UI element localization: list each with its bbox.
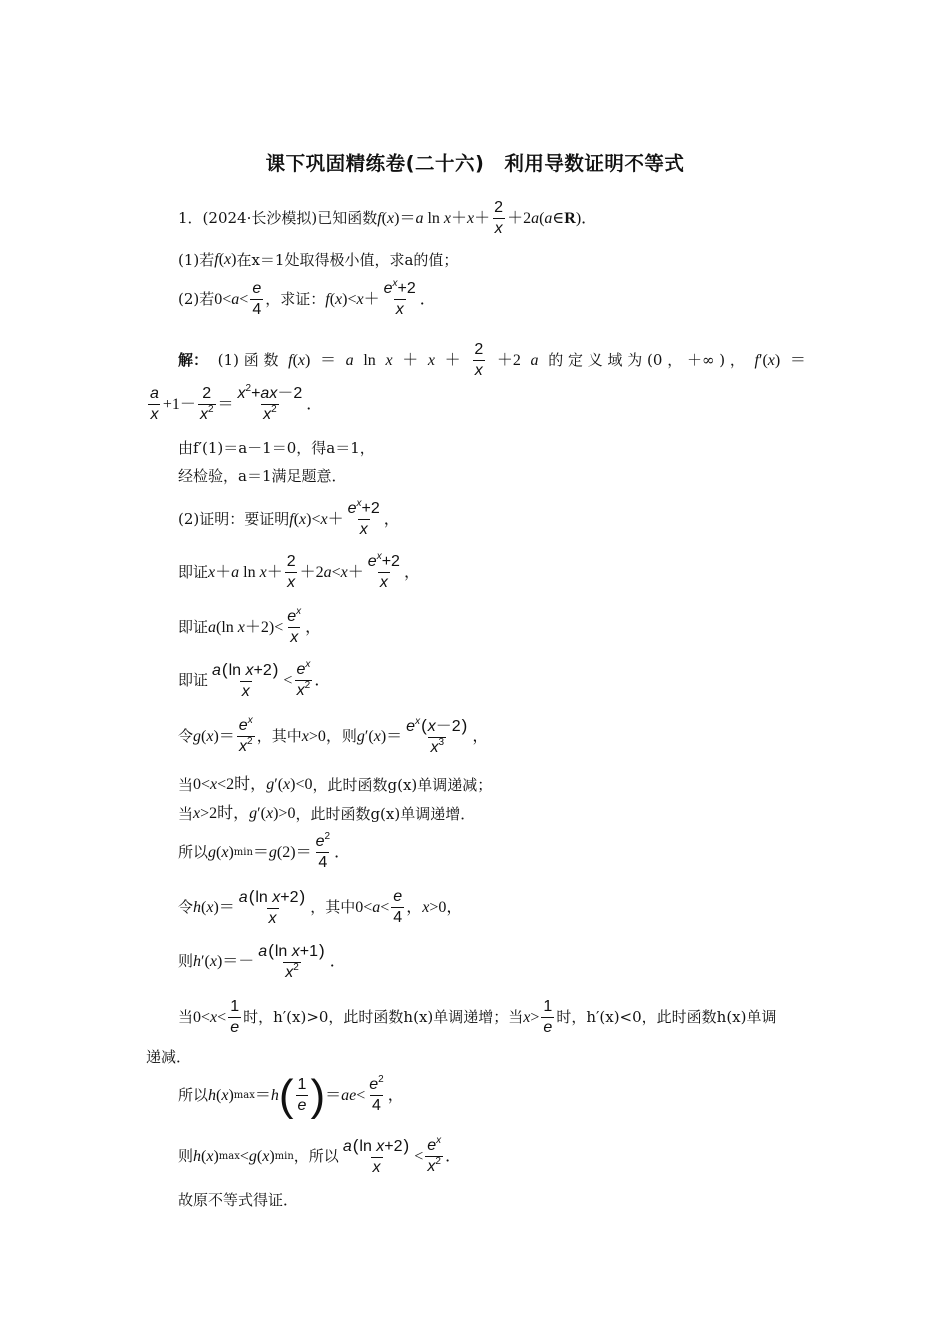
derivative-expression: $\frac{a}{x}$ +1－ $\frac{2}{x^2}$ ＝ $\frac{x^2+ax-2}{x^2}$ ． [150,383,323,424]
page-title: 课下巩固精练卷(二十六) 利用导数证明不等式 [265,152,685,175]
solution-step-2: 经检验，a＝1满足题意． [178,467,347,485]
problem-line-1: 1． (2024·长沙模拟) 已知函数 f ( x )＝ a ln x ＋ x ＋ $\frac{2}{x}$ ＋2 a ( a ∈ R )． [178,199,598,238]
h-monotonic: 当 0< x < $\frac{1}{e}$ 时，h′(x)>0，此时函数h(x)单调递增；当 x > $\frac{1}{e}$ 时，h′(x)<0，此时函数h(x)单调 [178,998,777,1037]
problem-part-1: (1)若 f ( x ) 在x＝1处取得极小值，求a的值； [178,250,459,269]
h-monotonic-cont: 递减． [146,1048,192,1066]
solution-step-1: 由 f′(1)＝a－1＝0，得a＝1， [178,439,375,457]
g-decreasing: 当 0< x <2时， g ′( x )<0 ，此时函数g(x)单调递减； [178,775,493,794]
define-g: 令 g ( x )＝ $\frac{e^x}{x^2}$ ，其中 x >0， 则 g ′( x )＝ $\frac{e^x(x-2)}{x^3}$ ， [178,715,489,757]
solution-line-1: 解： (1) 函 数 f(x) ＝ a ln x ＋ x ＋ $\frac{2}{x}$ ＋2 a 的 定 义 域 为 (0 ， ＋∞ ) ， f′(x) ＝ [178,341,806,380]
proof-equivalent-2: 即证 a (ln x ＋2)< $\frac{e^x}{x}$ ， [178,606,322,647]
proof-equivalent-1: 即证 x ＋ a ln x ＋ $\frac{2}{x}$ ＋2 a < x ＋ $\frac{e^x+2}{x}$ ， [178,551,420,592]
problem-part-2: (2)若 0< a < $\frac{e}{4}$ ，求证： f ( x )< x ＋ $\frac{e^x+2}{x}$ ． [178,278,436,319]
define-h: 令 h ( x )＝ $\frac{\text{a(ln x+2)}}{x}$ ，其中 0< a < $\frac{e}{4}$ ， x >0， [178,887,463,928]
h-maximum: 所以 h ( x ) max ＝ h ( $\frac{1}{e}$ ) ＝ ae < $\frac{e^2}{4}$ ， [178,1071,404,1121]
g-minimum: 所以 g ( x ) min ＝ g (2)＝ $\frac{e^2}{4}$ ． [178,831,351,872]
h-derivative: 则 h ′( x )＝－ $\frac{\text{a(ln x+1)}}{x^2}$ ． [178,941,346,982]
g-increasing: 当 x >2时， g ′( x )>0 ，此时函数g(x)单调递增． [178,804,476,823]
proof-equivalent-3: 即证 $\frac{\text{a(ln x+2)}}{x}$ < $\frac{e^x}{x^2}$ ． [178,659,331,701]
final-compare: 则 h ( x ) max < g ( x ) min ，所以 $\frac{\text{a(ln x+2)}}{x}$ < $\frac{e^x}{x^2}$ ． [178,1135,462,1177]
proof-start: (2)证明：要证明 f ( x )< x ＋ $\frac{e^x+2}{x}$ ， [178,498,400,539]
conclusion: 故原不等式得证． [178,1191,299,1209]
